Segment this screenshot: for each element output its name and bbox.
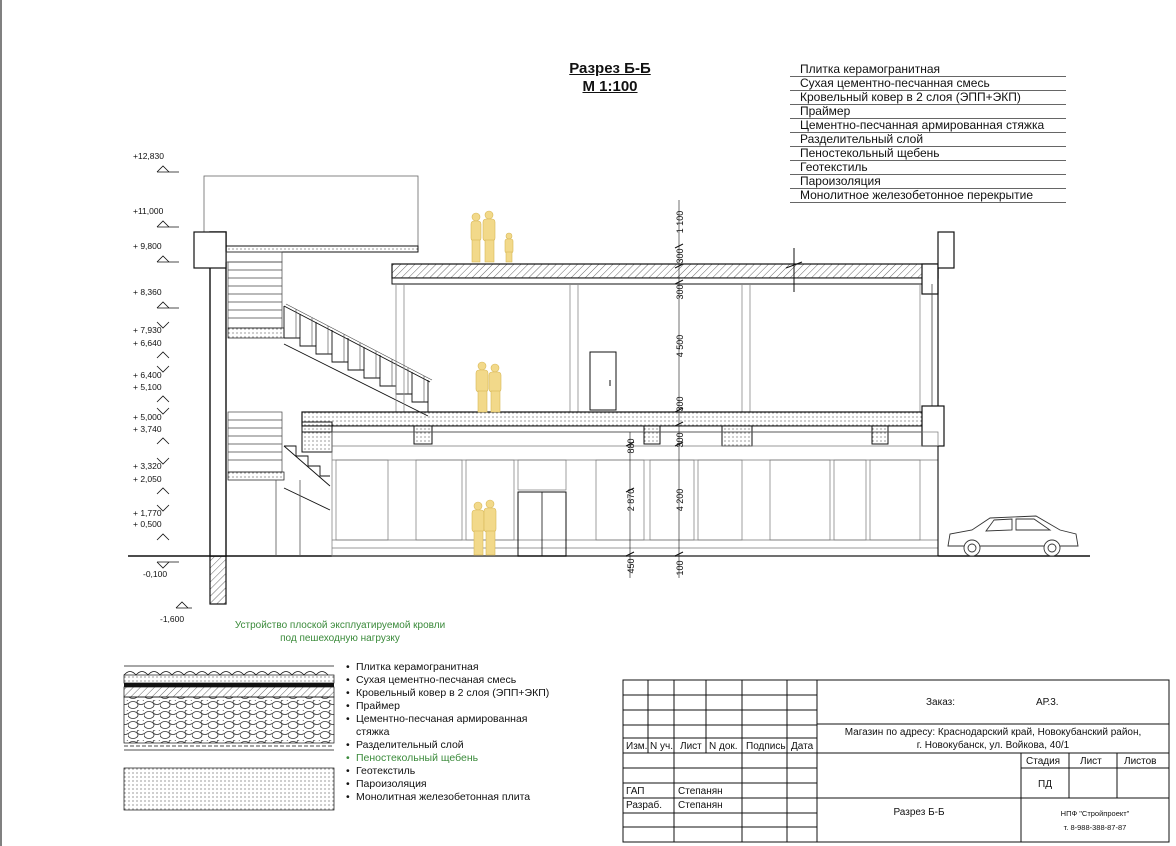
detail-caption-text: Устройство плоской эксплуатируемой кровли под пешеходную нагрузку xyxy=(234,620,446,644)
title-scale: М 1:100 xyxy=(582,78,638,95)
elevation-mark xyxy=(133,424,169,444)
figure-group-floor xyxy=(476,362,501,412)
developer-role: Разраб. xyxy=(626,800,663,811)
sheet-title: Разрез Б-Б xyxy=(893,807,945,818)
svg-text:-1,600: -1,600 xyxy=(160,614,185,624)
figure-group-ground xyxy=(472,500,496,555)
svg-text:300: 300 xyxy=(675,432,685,448)
detail-layer-item: • Геотекстиль xyxy=(356,765,549,778)
stage-value: ПД xyxy=(1038,779,1052,790)
left-wall xyxy=(210,232,226,556)
legend-item: Плитка керамогранитная xyxy=(790,63,1066,77)
detail-layer-item: • Монолитная железобетонная плита xyxy=(356,791,549,804)
figure-group-roof xyxy=(471,211,513,262)
foundation xyxy=(210,556,226,604)
title-section-name: Разрез Б-Б xyxy=(569,60,651,77)
floor-slab xyxy=(302,412,938,426)
elevation-mark xyxy=(133,408,169,422)
detail-layer-item: • Разделительный слой xyxy=(356,739,549,752)
upper-door xyxy=(590,352,616,410)
detail-layer-item: • Сухая цементно-песчаная смесь xyxy=(356,674,549,687)
svg-text:1 100: 1 100 xyxy=(675,210,685,234)
elevation-mark xyxy=(133,151,179,172)
detail-layer-item: • Праймер xyxy=(356,700,549,713)
human-figures xyxy=(471,211,513,555)
roof-slab xyxy=(392,264,938,278)
svg-text:4 200: 4 200 xyxy=(675,488,685,512)
dimension-chain xyxy=(626,200,685,578)
legend-item: Пароизоляция xyxy=(790,175,1066,189)
legend-item: Пеностекольный щебень xyxy=(790,147,1066,161)
col-header: N уч. xyxy=(650,741,673,752)
legend-item: Геотекстиль xyxy=(790,161,1066,175)
legend-item: Цементно-песчанная армированная стяжка xyxy=(790,119,1066,133)
document-code: АР.3. xyxy=(1036,697,1059,708)
detail-layer-item: • Пароизоляция xyxy=(356,778,549,791)
svg-text:4 500: 4 500 xyxy=(675,334,685,358)
svg-text:+ 8,360: + 8,360 xyxy=(133,287,162,297)
elevation-mark xyxy=(133,382,169,402)
col-header: Дата xyxy=(791,741,814,752)
svg-text:+ 5,000: + 5,000 xyxy=(133,412,162,422)
gap-name: Степанян xyxy=(678,786,723,797)
legend-item: Монолитное железобетонное перекрытие xyxy=(790,189,1066,203)
elevation-mark xyxy=(133,206,179,227)
roof-detail xyxy=(124,666,334,810)
elevation-mark xyxy=(143,562,179,579)
legend-item: Кровельный ковер в 2 слоя (ЭПП+ЭКП) xyxy=(790,91,1066,105)
svg-text:300: 300 xyxy=(675,396,685,412)
svg-text:2 870: 2 870 xyxy=(626,488,636,512)
legend-item: Праймер xyxy=(790,105,1066,119)
detail-layer-item-continued: стяжка xyxy=(356,726,390,738)
svg-text:100: 100 xyxy=(675,560,685,576)
svg-text:+ 7,930: + 7,930 xyxy=(133,325,162,335)
elevation-mark xyxy=(133,458,169,471)
svg-text:-0,100: -0,100 xyxy=(143,569,168,579)
detail-layer-item: • Кровельный ковер в 2 слоя (ЭПП+ЭКП) xyxy=(356,687,549,700)
detail-layer-item: • Пеностекольный щебень xyxy=(356,752,549,765)
detail-layers-list xyxy=(356,661,549,804)
sheet-label: Лист xyxy=(1080,756,1102,767)
address-line-2: г. Новокубанск, ул. Войкова, 40/1 xyxy=(916,740,1070,751)
car xyxy=(948,516,1078,556)
svg-text:+ 9,800: + 9,800 xyxy=(133,241,162,251)
stage-label: Стадия xyxy=(1026,756,1061,767)
col-header: Лист xyxy=(680,741,702,752)
col-header: N док. xyxy=(709,741,738,752)
legend-item: Разделительный слой xyxy=(790,133,1066,147)
detail-layer-item: • Цементно-песчаная армированная xyxy=(356,713,549,726)
svg-text:+ 2,050: + 2,050 xyxy=(133,474,162,484)
elevation-mark xyxy=(160,602,192,624)
order-label: Заказ: xyxy=(926,697,956,708)
address-line-1: Магазин по адресу: Краснодарский край, Новокубанский район, xyxy=(844,727,1142,738)
roof-exit-structure xyxy=(204,176,418,246)
company-name: НПФ "Стройпроект" xyxy=(1060,809,1130,818)
gap-role: ГАП xyxy=(626,786,645,797)
svg-text:+ 5,100: + 5,100 xyxy=(133,382,162,392)
upper-columns xyxy=(396,284,920,412)
svg-text:+ 1,770: + 1,770 xyxy=(133,508,162,518)
svg-text:880: 880 xyxy=(626,438,636,454)
stair-flights xyxy=(228,262,284,480)
svg-text:+ 3,740: + 3,740 xyxy=(133,424,162,434)
elevation-mark xyxy=(133,241,179,262)
col-header: Изм. xyxy=(626,741,648,752)
detail-layer-item: • Плитка керамогранитная xyxy=(356,661,549,674)
svg-text:300: 300 xyxy=(675,248,685,264)
svg-text:300: 300 xyxy=(675,284,685,300)
sheets-label: Листов xyxy=(1124,756,1157,767)
svg-text:+ 3,320: + 3,320 xyxy=(133,461,162,471)
detail-caption xyxy=(200,619,480,645)
elevation-mark xyxy=(133,505,169,518)
elevation-mark xyxy=(133,338,169,358)
col-header: Подпись xyxy=(746,741,786,752)
svg-text:+ 6,640: + 6,640 xyxy=(133,338,162,348)
elevation-mark xyxy=(133,366,169,380)
svg-text:+ 6,400: + 6,400 xyxy=(133,370,162,380)
company-phone: т. 8-988-388-87-87 xyxy=(1063,823,1127,832)
elevation-mark xyxy=(133,474,169,494)
svg-text:+12,830: +12,830 xyxy=(133,151,164,161)
svg-text:450: 450 xyxy=(626,558,636,574)
elevation-mark xyxy=(133,287,179,308)
elevation-mark xyxy=(133,322,169,335)
elevation-marks xyxy=(133,151,192,624)
elevation-mark xyxy=(133,519,169,540)
main-stair xyxy=(284,306,430,510)
developer-name: Степанян xyxy=(678,800,723,811)
svg-text:+11,000: +11,000 xyxy=(133,206,164,216)
legend-item: Сухая цементно-песчанная смесь xyxy=(790,77,1066,91)
svg-text:+ 0,500: + 0,500 xyxy=(133,519,162,529)
